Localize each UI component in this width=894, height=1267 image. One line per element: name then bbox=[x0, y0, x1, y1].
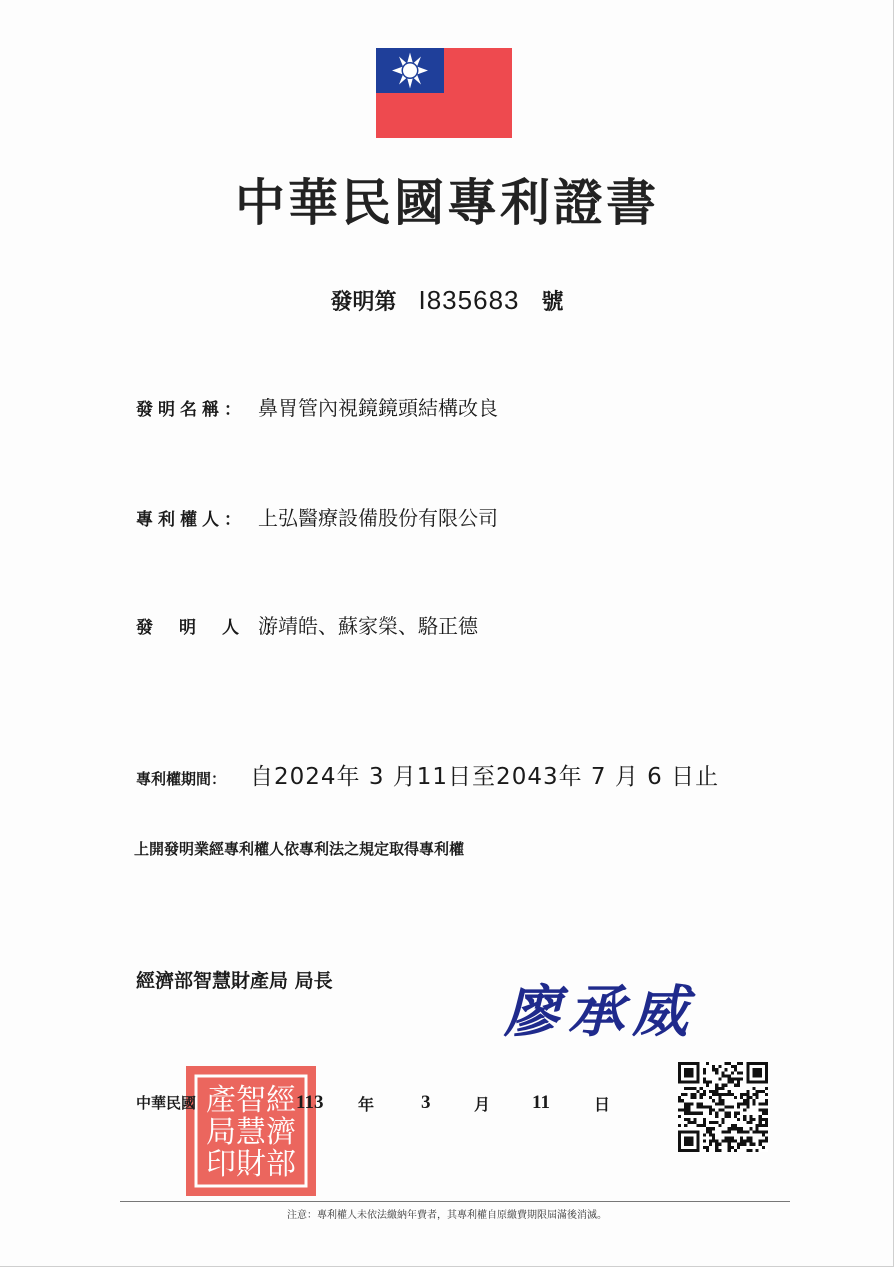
inventor-label: 發明人： bbox=[136, 618, 308, 638]
director-signature: 廖承威 bbox=[504, 979, 696, 1045]
patentee-row bbox=[136, 502, 498, 531]
footer-note: 注意：專利權人未依法繳納年費者，其專利權自原繳費期限屆滿後消滅。 bbox=[287, 1210, 607, 1221]
roc-flag-icon bbox=[376, 48, 512, 138]
patent-term-value: 自2024年 3 月11日至2043年 7 月 6 日止 bbox=[250, 764, 720, 790]
patent-number-line bbox=[0, 285, 894, 316]
official-seal-icon bbox=[186, 1066, 316, 1196]
official-title: 經濟部智慧財產局 局長 bbox=[136, 970, 333, 992]
patent-term-label: 專利權期間： bbox=[136, 770, 227, 788]
patent-number: I835683 bbox=[418, 285, 520, 315]
invention-title-value: 鼻胃管內視鏡鏡頭結構改良 bbox=[258, 396, 498, 420]
footer-divider bbox=[120, 1201, 790, 1202]
date-day: 11 bbox=[532, 1092, 550, 1113]
invention-title-label: 發明名稱： bbox=[136, 400, 246, 420]
date-era: 中華民國 bbox=[136, 1094, 197, 1112]
seal-char-3: 產 bbox=[206, 1083, 236, 1118]
qr-code-icon bbox=[678, 1062, 768, 1152]
date-month-unit: 月 bbox=[474, 1095, 491, 1114]
patentee-value: 上弘醫療設備股份有限公司 bbox=[258, 506, 498, 530]
seal-char-8: 財 bbox=[236, 1147, 266, 1182]
certificate-title: 中華民國專利證書 bbox=[235, 173, 659, 232]
date-year: 113 bbox=[296, 1092, 324, 1113]
seal-char-6: 局 bbox=[206, 1115, 236, 1150]
seal-char-2: 智 bbox=[236, 1083, 266, 1118]
patentee-label: 專利權人： bbox=[136, 510, 246, 530]
patent-number-prefix: 發明第 bbox=[330, 290, 397, 315]
grant-statement: 上開發明業經專利權人依專利法之規定取得專利權 bbox=[134, 840, 465, 858]
patent-term-row bbox=[136, 758, 719, 791]
seal-char-5: 慧 bbox=[236, 1115, 266, 1150]
seal-char-9: 印 bbox=[206, 1147, 236, 1182]
patent-number-suffix: 號 bbox=[541, 290, 564, 315]
inventor-value: 游靖皓、蘇家榮、駱正德 bbox=[258, 614, 478, 638]
seal-char-4: 濟 bbox=[266, 1115, 296, 1150]
seal-char-7: 部 bbox=[266, 1147, 296, 1182]
date-day-unit: 日 bbox=[594, 1095, 611, 1114]
inventor-row bbox=[136, 610, 478, 639]
seal-char-1: 經 bbox=[266, 1083, 296, 1118]
invention-title-row bbox=[136, 392, 498, 421]
date-month: 3 bbox=[421, 1092, 431, 1113]
date-year-unit: 年 bbox=[358, 1095, 375, 1114]
